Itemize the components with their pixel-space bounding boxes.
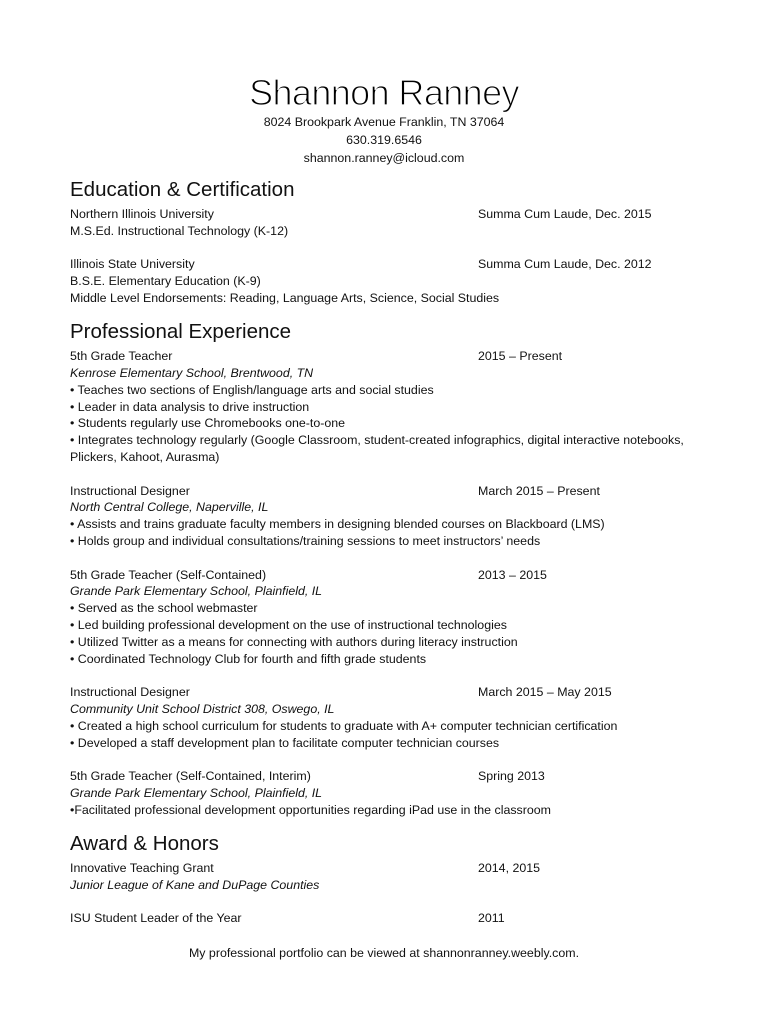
job-bullet: • Assists and trains graduate faculty members in designing blended courses on Blackboard (LMS)	[70, 517, 605, 532]
job-bullet: • Coordinated Technology Club for fourth and fifth grade students	[70, 651, 427, 666]
award-organization: Junior League of Kane and DuPage Counties	[70, 877, 320, 892]
award-years: 2014, 2015	[478, 861, 541, 876]
awards-section	[70, 831, 698, 927]
education-entry	[70, 256, 698, 306]
job-title: 5th Grade Teacher (Self-Contained)	[70, 567, 267, 582]
job-organization: Community Unit School District 308, Oswego, IL	[70, 702, 335, 717]
endorsements-line: Middle Level Endorsements: Reading, Language Arts, Science, Social Studies	[70, 290, 500, 305]
job-dates: 2015 – Present	[478, 349, 563, 364]
job-bullet: • Served as the school webmaster	[70, 601, 258, 616]
job-entry-header	[70, 483, 698, 500]
job-entry-header	[70, 567, 698, 584]
degree-line: B.S.E. Elementary Education (K-9)	[70, 274, 261, 289]
job-bullet: • Created a high school curriculum for students to graduate with A+ computer technician certification	[70, 718, 618, 733]
education-entry-header	[70, 256, 698, 273]
job-bullet: • Led building professional development on the use of instructional technologies	[70, 618, 507, 633]
job-entry	[70, 768, 698, 818]
education-section	[70, 177, 698, 307]
job-organization: Grande Park Elementary School, Plainfield, IL	[70, 584, 323, 599]
award-entry-header	[70, 860, 698, 877]
job-dates: 2013 – 2015	[478, 567, 547, 582]
award-entry	[70, 910, 698, 927]
job-entry-header	[70, 768, 698, 785]
job-bullet: • Teaches two sections of English/language arts and social studies	[70, 382, 434, 397]
job-organization: North Central College, Naperville, IL	[70, 500, 269, 515]
job-bullet: • Students regularly use Chromebooks one-to-one	[70, 416, 346, 431]
education-entry	[70, 206, 698, 240]
award-entry-header	[70, 910, 698, 927]
experience-section	[70, 319, 698, 818]
section-heading-awards: Award & Honors	[70, 832, 219, 856]
job-entry	[70, 567, 698, 668]
job-organization: Kenrose Elementary School, Brentwood, TN	[70, 366, 314, 381]
institution-name: Illinois State University	[70, 257, 195, 272]
job-dates: March 2015 – May 2015	[478, 685, 612, 700]
contact-address: 8024 Brookpark Avenue Franklin, TN 37064	[263, 115, 505, 129]
job-entry	[70, 348, 698, 466]
education-entry-header	[70, 206, 698, 223]
job-entry	[70, 684, 698, 751]
contact-phone: 630.319.6546	[346, 133, 422, 147]
job-bullet: • Holds group and individual consultations/training sessions to meet instructors’ needs	[70, 534, 541, 549]
job-dates: Spring 2013	[478, 769, 545, 784]
job-entry-header	[70, 348, 698, 365]
contact-email: shannon.ranney@icloud.com	[303, 151, 465, 165]
job-title: 5th Grade Teacher	[70, 349, 173, 364]
section-heading-education: Education & Certification	[70, 178, 295, 201]
resume-header	[0, 73, 768, 167]
award-years: 2011	[478, 911, 505, 926]
job-entry	[70, 483, 698, 550]
job-bullet: • Utilized Twitter as a means for connecting with authors during literacy instruction	[70, 634, 518, 649]
job-title: Instructional Designer	[70, 483, 190, 498]
job-dates: March 2015 – Present	[478, 483, 600, 498]
degree-line: M.S.Ed. Instructional Technology (K-12)	[70, 223, 289, 238]
candidate-name: Shannon Ranney	[249, 72, 519, 113]
job-bullet: • Developed a staff development plan to facilitate computer technician courses	[70, 735, 500, 750]
honor-and-date: Summa Cum Laude, Dec. 2015	[478, 207, 652, 221]
job-title: 5th Grade Teacher (Self-Contained, Interim)	[70, 769, 311, 784]
job-bullet: • Leader in data analysis to drive instruction	[70, 399, 310, 414]
award-title: Innovative Teaching Grant	[70, 861, 214, 876]
award-title: ISU Student Leader of the Year	[70, 911, 242, 926]
award-entry	[70, 860, 698, 894]
job-title: Instructional Designer	[70, 685, 190, 700]
institution-name: Northern Illinois University	[70, 207, 214, 221]
job-organization: Grande Park Elementary School, Plainfield, IL	[70, 786, 323, 800]
section-heading-experience: Professional Experience	[70, 320, 292, 344]
portfolio-note: My professional portfolio can be viewed at shannonranney.weebly.com.	[188, 945, 580, 960]
honor-and-date: Summa Cum Laude, Dec. 2012	[478, 257, 652, 272]
resume-body	[70, 177, 698, 927]
job-bullet: • Integrates technology regularly (Google Classroom, student-created infographics, digital interactive notebooks, Plickers, Kahoot, Aurasma)	[70, 433, 684, 465]
job-entry-header	[70, 684, 698, 701]
job-bullet: •Facilitated professional development opportunities regarding iPad use in the classroom	[70, 802, 551, 817]
